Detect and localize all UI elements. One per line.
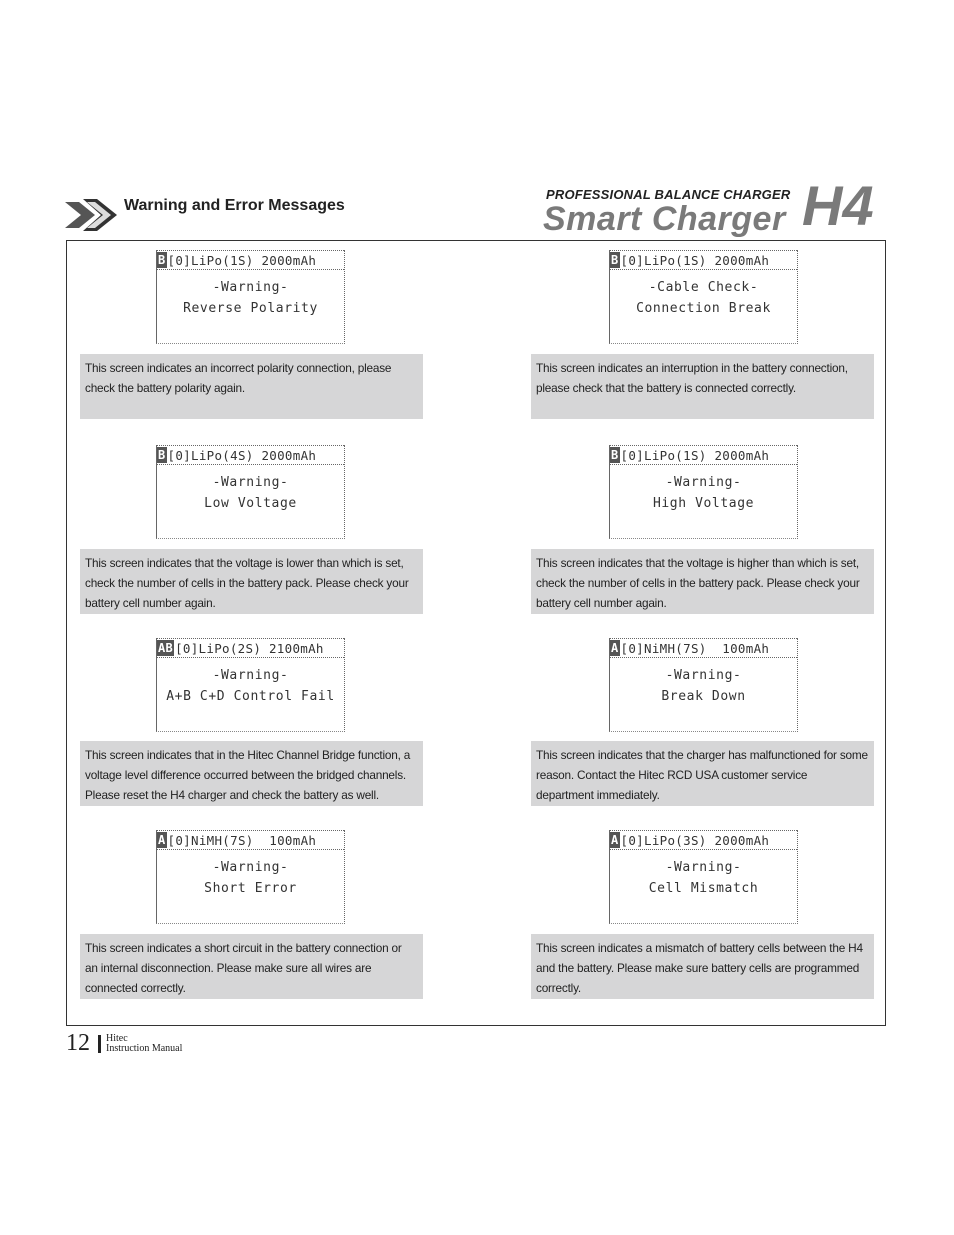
channel-badge: B bbox=[158, 253, 166, 267]
footer-divider bbox=[98, 1035, 101, 1053]
lcd-line-1: -Warning- bbox=[665, 860, 742, 875]
lcd-header bbox=[157, 830, 344, 850]
lcd-screen bbox=[156, 250, 345, 344]
channel-badge: A bbox=[158, 833, 166, 847]
lcd-screen bbox=[156, 830, 345, 924]
channel-badge: B bbox=[611, 448, 619, 462]
battery-info: [0]LiPo(1S) 2000mAh bbox=[620, 447, 770, 463]
description-box: This screen indicates a mismatch of battery cells between the H4 and the battery. Please make sure battery cells are programmed correctly. bbox=[531, 934, 874, 999]
battery-info: [0]NiMH(7S) 100mAh bbox=[620, 640, 770, 656]
lcd-line-1: -Warning- bbox=[665, 475, 742, 490]
battery-info: [0]LiPo(2S) 2100mAh bbox=[175, 640, 324, 656]
lcd-line-2: Reverse Polarity bbox=[183, 301, 318, 316]
battery-info: [0]LiPo(1S) 2000mAh bbox=[167, 252, 317, 268]
description-box: This screen indicates that in the Hitec Channel Bridge function, a voltage level difference occurred between the bridged channels. Please reset the H4 charger and check the battery as well. bbox=[80, 741, 423, 806]
description-box: This screen indicates a short circuit in the battery connection or an internal disconnection. Please make sure all wires are connected correctly. bbox=[80, 934, 423, 999]
lcd-line-1: -Cable Check- bbox=[648, 280, 759, 295]
description-box: This screen indicates an incorrect polarity connection, please check the battery polarity again. bbox=[80, 354, 423, 419]
battery-info: [0]LiPo(4S) 2000mAh bbox=[167, 447, 317, 463]
lcd-line-1: -Warning- bbox=[665, 668, 742, 683]
footer-brand bbox=[106, 1034, 182, 1054]
lcd-header bbox=[610, 830, 797, 850]
section-title: Warning and Error Messages bbox=[124, 197, 345, 214]
description-box: This screen indicates an interruption in the battery connection, please check that the battery is connected correctly. bbox=[531, 354, 874, 419]
footer-brand-name: Hitec bbox=[106, 1033, 128, 1044]
channel-badge: A bbox=[611, 833, 619, 847]
channel-badge: B bbox=[158, 448, 166, 462]
footer-manual-label: Instruction Manual bbox=[106, 1043, 183, 1054]
lcd-line-2: Connection Break bbox=[636, 301, 771, 316]
lcd-line-2: Low Voltage bbox=[204, 496, 297, 511]
lcd-screen bbox=[609, 250, 798, 344]
channel-badge: B bbox=[611, 253, 619, 267]
battery-info: [0]LiPo(1S) 2000mAh bbox=[620, 252, 770, 268]
lcd-header bbox=[610, 638, 797, 658]
description-box: This screen indicates that the voltage is higher than which is set, check the number of cells in the battery pack. Please check your battery cell number again. bbox=[531, 549, 874, 614]
lcd-screen bbox=[609, 830, 798, 924]
lcd-header bbox=[610, 445, 797, 465]
channel-badge: AB bbox=[158, 641, 174, 655]
description-box: This screen indicates that the charger has malfunctioned for some reason. Contact the Hitec RCD USA customer service department immediately. bbox=[531, 741, 874, 806]
lcd-header bbox=[157, 445, 344, 465]
lcd-line-2: Short Error bbox=[204, 881, 297, 896]
lcd-screen bbox=[156, 445, 345, 539]
brand-model: H4 bbox=[802, 174, 874, 237]
description-box: This screen indicates that the voltage is lower than which is set, check the number of cells in the battery pack. Please check your battery cell number again. bbox=[80, 549, 423, 614]
battery-info: [0]NiMH(7S) 100mAh bbox=[167, 832, 317, 848]
lcd-line-2: Break Down bbox=[661, 689, 746, 704]
lcd-screen bbox=[609, 445, 798, 539]
lcd-line-1: -Warning- bbox=[212, 860, 289, 875]
lcd-line-1: -Warning- bbox=[212, 280, 289, 295]
lcd-line-1: -Warning- bbox=[212, 475, 289, 490]
lcd-screen bbox=[609, 638, 798, 732]
brand-name: Smart Charger bbox=[543, 200, 786, 238]
lcd-line-2: High Voltage bbox=[652, 496, 755, 511]
lcd-header bbox=[157, 250, 344, 270]
page-number: 12 bbox=[66, 1030, 90, 1056]
brand-subtitle: PROFESSIONAL BALANCE CHARGER bbox=[546, 187, 791, 202]
channel-badge: A bbox=[611, 641, 619, 655]
lcd-screen bbox=[156, 638, 345, 732]
lcd-header bbox=[157, 638, 344, 658]
lcd-header bbox=[610, 250, 797, 270]
battery-info: [0]LiPo(3S) 2000mAh bbox=[620, 832, 770, 848]
lcd-line-2: Cell Mismatch bbox=[648, 881, 759, 896]
lcd-line-1: -Warning- bbox=[212, 668, 289, 683]
lcd-line-2: A+B C+D Control Fail bbox=[166, 689, 335, 704]
double-chevron-icon bbox=[65, 196, 121, 234]
